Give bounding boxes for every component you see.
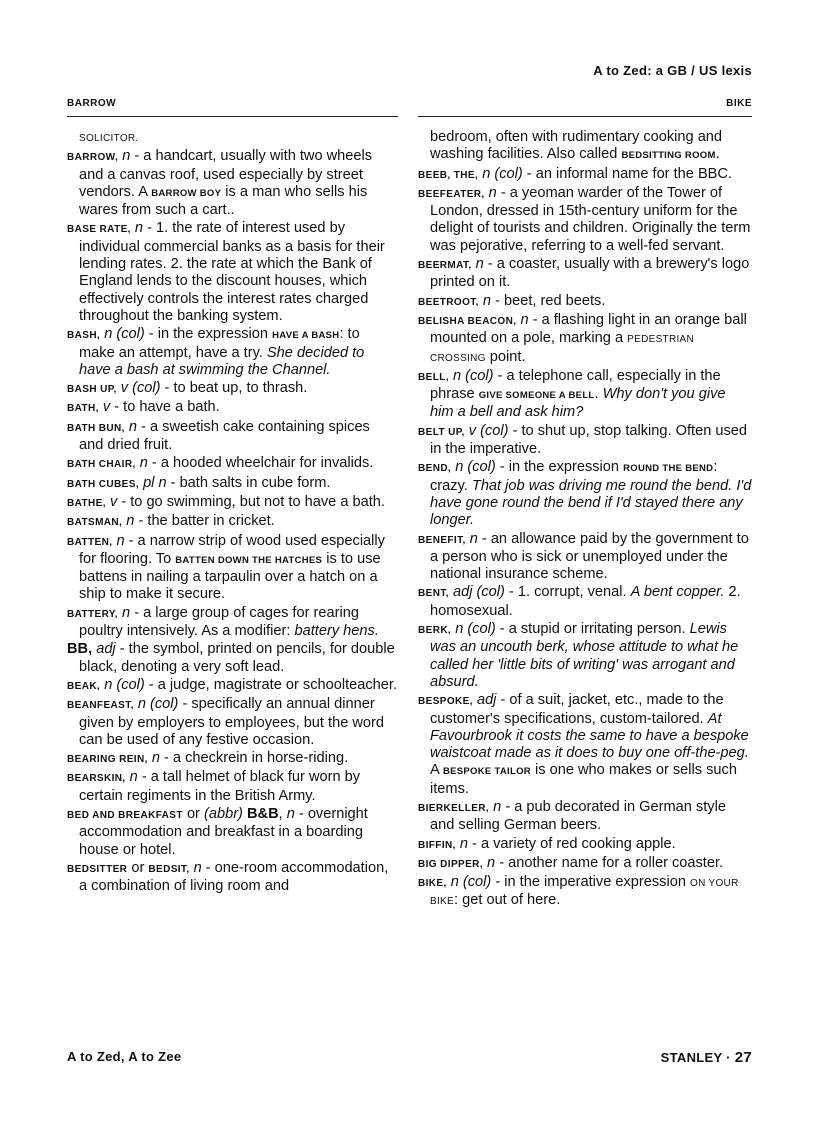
headword: BB, bbox=[67, 641, 93, 658]
headword: BEEFEATER, bbox=[418, 188, 485, 200]
entry-text: or bbox=[182, 805, 204, 822]
entry-text: - beet, red beets. bbox=[491, 292, 606, 309]
entry-text: - a yeoman warder of the Tower of London, dressed in 15th-century uniform for the delight of tourists and children. Originally the term was pejorative, referring to a well-fed servant. bbox=[430, 184, 751, 254]
italic-text: n bbox=[129, 769, 138, 786]
italic-text: n (col) bbox=[455, 459, 496, 476]
dictionary-entry bbox=[67, 494, 398, 512]
italic-text: n bbox=[193, 859, 202, 876]
headword: BIKE, bbox=[418, 878, 447, 890]
italic-text: n bbox=[459, 835, 468, 852]
dictionary-entry bbox=[67, 419, 398, 455]
page-number: 27 bbox=[734, 1049, 752, 1066]
dictionary-entry bbox=[418, 256, 752, 292]
dictionary-entry bbox=[418, 312, 752, 367]
dictionary-entry bbox=[418, 692, 752, 798]
entry-text: - another name for a roller coaster. bbox=[495, 854, 724, 871]
italic-text: n bbox=[520, 311, 529, 328]
entry-text: is one who makes or sells such items. bbox=[430, 762, 737, 797]
headword: BATH BUN, bbox=[67, 422, 125, 434]
italic-text: v bbox=[102, 399, 111, 416]
headword: BEAK, bbox=[67, 680, 101, 692]
italic-text: v bbox=[109, 493, 118, 510]
dictionary-entry bbox=[67, 605, 398, 641]
entry-text: A bbox=[430, 762, 443, 779]
headword: BASE RATE, bbox=[67, 224, 131, 236]
entry-text: - a variety of red cooking apple. bbox=[467, 835, 676, 852]
italic-text: v (col) bbox=[120, 380, 161, 397]
footer-title: A to Zed, A to Zee bbox=[67, 1049, 182, 1064]
dictionary-entry bbox=[67, 533, 398, 604]
headword: BIERKELLER, bbox=[418, 802, 490, 814]
italic-text: n (col) bbox=[455, 621, 496, 638]
italic-text: n bbox=[139, 455, 148, 472]
entry-text: - the batter in cricket. bbox=[134, 513, 275, 530]
entry-text: - a tall helmet of black fur worn by certain regiments in the British Army. bbox=[79, 769, 361, 804]
headword: BIG DIPPER, bbox=[418, 858, 483, 870]
entry-text: - overnight accommodation and breakfast in a boarding house or hotel. bbox=[79, 805, 368, 858]
headword: BASH UP, bbox=[67, 384, 117, 396]
cross-reference: BATTEN DOWN THE HATCHES bbox=[175, 554, 323, 566]
dictionary-entry bbox=[67, 769, 398, 805]
headword: BASH, bbox=[67, 330, 101, 342]
italic-text: n (col) bbox=[137, 696, 179, 713]
entry-text: - in the expression bbox=[495, 459, 624, 476]
headword: BATTEN, bbox=[67, 536, 113, 548]
dictionary-entry bbox=[418, 855, 752, 873]
entry-text: - a narrow strip of wood used especially for flooring. To bbox=[79, 532, 385, 567]
guide-word-left: BARROW bbox=[67, 98, 117, 109]
dictionary-entry bbox=[67, 750, 398, 768]
headword: BATH, bbox=[67, 403, 99, 415]
dictionary-entry bbox=[418, 459, 752, 529]
entry-text: - to shut up, stop talking. Often used in the imperative. bbox=[430, 422, 748, 458]
entry-text: - an informal name for the BBC. bbox=[522, 165, 732, 182]
entry-text: - to have a bath. bbox=[110, 399, 220, 416]
dictionary-entry bbox=[418, 874, 752, 911]
headword: BEDSIT, bbox=[148, 863, 190, 875]
italic-text: n bbox=[487, 854, 496, 871]
dictionary-entry bbox=[418, 836, 752, 854]
dictionary-entry bbox=[418, 584, 752, 620]
entry-text: - to beat up, to thrash. bbox=[160, 380, 308, 397]
italic-text: adj bbox=[96, 641, 116, 658]
italic-text: n bbox=[134, 220, 144, 237]
italic-text: pl n bbox=[143, 474, 167, 491]
italic-text: That job was driving me round the bend. I'd have gone round the bend if I'd stayed there any longer. bbox=[430, 477, 752, 529]
entry-text: - a telephone call, especially in the phrase bbox=[430, 367, 721, 403]
entry-text: - 1. the rate of interest used by individual commercial banks as a basis for their lending rates. 2. the rate at which the Bank of England lends to the discount houses, which effectively controls the interest rates charged throughout the banking system. bbox=[79, 220, 385, 324]
dictionary-entry bbox=[67, 677, 398, 695]
dictionary-entry bbox=[418, 185, 752, 255]
italic-text: n bbox=[475, 256, 484, 273]
italic-text: n bbox=[122, 148, 131, 165]
headword: BATTERY, bbox=[67, 608, 118, 620]
entry-text: - a stupid or irritating person. bbox=[495, 621, 690, 638]
entry-text: - the symbol, printed on pencils, for double black, denoting a very soft lead. bbox=[79, 641, 395, 675]
italic-text: v (col) bbox=[468, 422, 509, 439]
headword: BATH CHAIR, bbox=[67, 459, 136, 471]
headword: BELL, bbox=[418, 371, 449, 383]
entry-continuation bbox=[67, 129, 398, 147]
entry-text: - of a suit, jacket, etc., made to the customer's specifications, custom-tailored. bbox=[430, 692, 724, 727]
italic-text: n bbox=[128, 418, 138, 435]
entry-text: - a sweetish cake containing spices and dried fruit. bbox=[79, 418, 370, 454]
entry-text: . bbox=[715, 146, 720, 163]
entry-text: - bath salts in cube form. bbox=[166, 474, 331, 491]
entry-text: - a hooded wheelchair for invalids. bbox=[147, 455, 374, 472]
header-rule-right bbox=[418, 116, 752, 117]
headword: BENT, bbox=[418, 588, 449, 600]
headword: BEARSKIN, bbox=[67, 773, 126, 785]
italic-text: n (col) bbox=[104, 676, 145, 693]
headword: BENEFIT, bbox=[418, 534, 466, 546]
italic-text: (abbr) bbox=[203, 805, 243, 822]
entry-text: - in the imperative expression bbox=[491, 874, 691, 891]
header-rule-left bbox=[67, 116, 398, 117]
entry-text: - a flashing light in an orange ball mounted on a pole, marking a bbox=[430, 311, 747, 347]
italic-text: A bent copper. bbox=[630, 584, 725, 601]
entry-text: , bbox=[278, 805, 287, 822]
entry-text: or bbox=[127, 859, 149, 876]
italic-text: n (col) bbox=[482, 165, 523, 182]
entry-text: : get out of here. bbox=[454, 892, 561, 909]
dictionary-entry bbox=[67, 220, 398, 325]
guide-word-right: BIKE bbox=[726, 98, 752, 109]
dictionary-entry bbox=[418, 799, 752, 835]
italic-text: Why don't you give him a bell and ask him? bbox=[430, 386, 726, 421]
italic-text: n bbox=[488, 184, 497, 201]
italic-text: adj bbox=[476, 692, 497, 709]
italic-text: She decided to have a bash at swimming the Channel. bbox=[79, 344, 365, 378]
entry-text: - a checkrein in horse-riding. bbox=[159, 750, 349, 767]
entry-text: - to go swimming, but not to have a bath. bbox=[117, 493, 385, 510]
headword: BELT UP, bbox=[418, 426, 465, 438]
italic-text: n bbox=[122, 604, 131, 621]
headword: BEERMAT, bbox=[418, 260, 472, 272]
entry-text: . bbox=[594, 386, 603, 403]
entry-text: - a judge, magistrate or schoolteacher. bbox=[144, 676, 398, 693]
italic-text: At Favourbrook it costs the same to have a bespoke waistcoat made as it does to buy one off-the-peg. bbox=[430, 710, 749, 762]
italic-text: n bbox=[493, 798, 502, 815]
entry-text: - one-room accommodation, a combination of living room and bbox=[79, 859, 389, 895]
cross-reference: BARROW BOY bbox=[151, 187, 222, 199]
entry-text: : to make an attempt, have a try. bbox=[79, 326, 360, 361]
dictionary-entry bbox=[67, 326, 398, 379]
entry-text: is to use battens in nailing a tarpaulin over a hatch on a ship to make it secure. bbox=[79, 550, 381, 603]
italic-text: n bbox=[126, 513, 135, 530]
italic-text: n bbox=[482, 292, 492, 309]
entry-text: - an allowance paid by the government to a person who is sick or unemployed under the national insurance scheme. bbox=[430, 530, 749, 583]
entry-text: - specifically an annual dinner given by employers to employees, but the word can be used of any festive occasion. bbox=[79, 696, 385, 748]
entry-text: - a pub decorated in German style and selling German beers. bbox=[430, 798, 726, 834]
running-title: A to Zed: a GB / US lexis bbox=[593, 63, 752, 78]
cross-reference: BESPOKE TAILOR bbox=[442, 766, 531, 778]
dictionary-entry bbox=[418, 531, 752, 584]
headword: BIFFIN, bbox=[418, 839, 456, 851]
cross-reference: BEDSITTING ROOM bbox=[621, 150, 716, 162]
headword: BEEB, THE, bbox=[418, 169, 479, 181]
headword: BED AND BREAKFAST bbox=[67, 809, 183, 821]
dictionary-entry bbox=[67, 380, 398, 398]
headword: BEND, bbox=[418, 463, 452, 475]
cross-reference: ROUND THE BEND bbox=[623, 463, 714, 475]
dictionary-entry bbox=[67, 399, 398, 417]
headword: BATH CUBES, bbox=[67, 478, 139, 490]
headword: BESPOKE, bbox=[418, 696, 473, 708]
entry-text: point. bbox=[485, 348, 526, 365]
cross-reference: SOLICITOR. bbox=[79, 133, 139, 144]
headword: BEETROOT, bbox=[418, 296, 479, 308]
entry-continuation bbox=[418, 129, 752, 165]
entry-text: - a handcart, usually with two wheels and a canvas roof, used especially by street vendors. A bbox=[79, 148, 373, 200]
footer-page-info bbox=[661, 1049, 752, 1066]
entry-text: is a man who sells his wares from such a cart.. bbox=[79, 183, 368, 219]
headword: BARROW, bbox=[67, 152, 119, 164]
dictionary-entry bbox=[418, 293, 752, 311]
dictionary-entry bbox=[418, 423, 752, 459]
italic-text: battery hens. bbox=[294, 623, 379, 640]
italic-text: n bbox=[151, 750, 160, 767]
entry-text: - a coaster, usually with a brewery's logo printed on it. bbox=[430, 256, 750, 291]
entry-text: - 1. corrupt, venal. bbox=[504, 584, 631, 601]
italic-text: n (col) bbox=[452, 367, 494, 384]
headword: BELISHA BEACON, bbox=[418, 315, 517, 327]
dictionary-entry bbox=[418, 621, 752, 691]
dictionary-entry bbox=[67, 696, 398, 749]
headword: BATHE, bbox=[67, 497, 106, 509]
italic-text: n bbox=[116, 532, 125, 549]
italic-text: n (col) bbox=[450, 874, 492, 891]
dictionary-entry bbox=[67, 455, 398, 473]
cross-reference: GIVE SOMEONE A BELL bbox=[478, 390, 595, 402]
footer-separator: · bbox=[726, 1050, 731, 1065]
footer-author: STANLEY bbox=[660, 1050, 723, 1065]
headword: BEARING REIN, bbox=[67, 754, 148, 766]
dictionary-entry bbox=[67, 860, 398, 896]
italic-text: n bbox=[469, 530, 478, 547]
entry-text: - a large group of cages for rearing poultry intensively. As a modifier: bbox=[79, 604, 359, 640]
italic-text: adj (col) bbox=[452, 584, 505, 601]
headword: BEDSITTER bbox=[67, 863, 128, 875]
cross-reference: ON YOUR BIKE bbox=[430, 878, 739, 908]
headword: BATSMAN, bbox=[67, 517, 123, 529]
italic-text: Lewis was an uncouth berk, whose attitude to what he called her 'little bits of writing' was arrogant and absurd. bbox=[430, 621, 739, 690]
entry-text: : crazy. bbox=[430, 459, 718, 494]
cross-reference: PEDESTRIAN CROSSING bbox=[430, 334, 695, 364]
dictionary-entry bbox=[67, 641, 398, 676]
bold-text: B&B bbox=[246, 805, 279, 822]
headword: BERK, bbox=[418, 625, 452, 637]
entry-text: - in the expression bbox=[144, 326, 273, 343]
dictionary-entry bbox=[418, 166, 752, 184]
headword: BEANFEAST, bbox=[67, 700, 134, 712]
entry-text: bedroom, often with rudimentary cooking and washing facilities. Also called bbox=[430, 129, 723, 163]
dictionary-entry bbox=[418, 368, 752, 422]
dictionary-entry bbox=[67, 806, 398, 859]
cross-reference: HAVE A BASH bbox=[272, 330, 340, 342]
dictionary-entry bbox=[67, 148, 398, 219]
italic-text: n (col) bbox=[104, 326, 145, 343]
left-column bbox=[67, 129, 398, 896]
entry-text: 2. homosexual. bbox=[430, 584, 741, 619]
italic-text: n bbox=[286, 805, 295, 822]
right-column bbox=[418, 129, 752, 912]
dictionary-entry bbox=[67, 475, 398, 493]
dictionary-entry bbox=[67, 513, 398, 531]
